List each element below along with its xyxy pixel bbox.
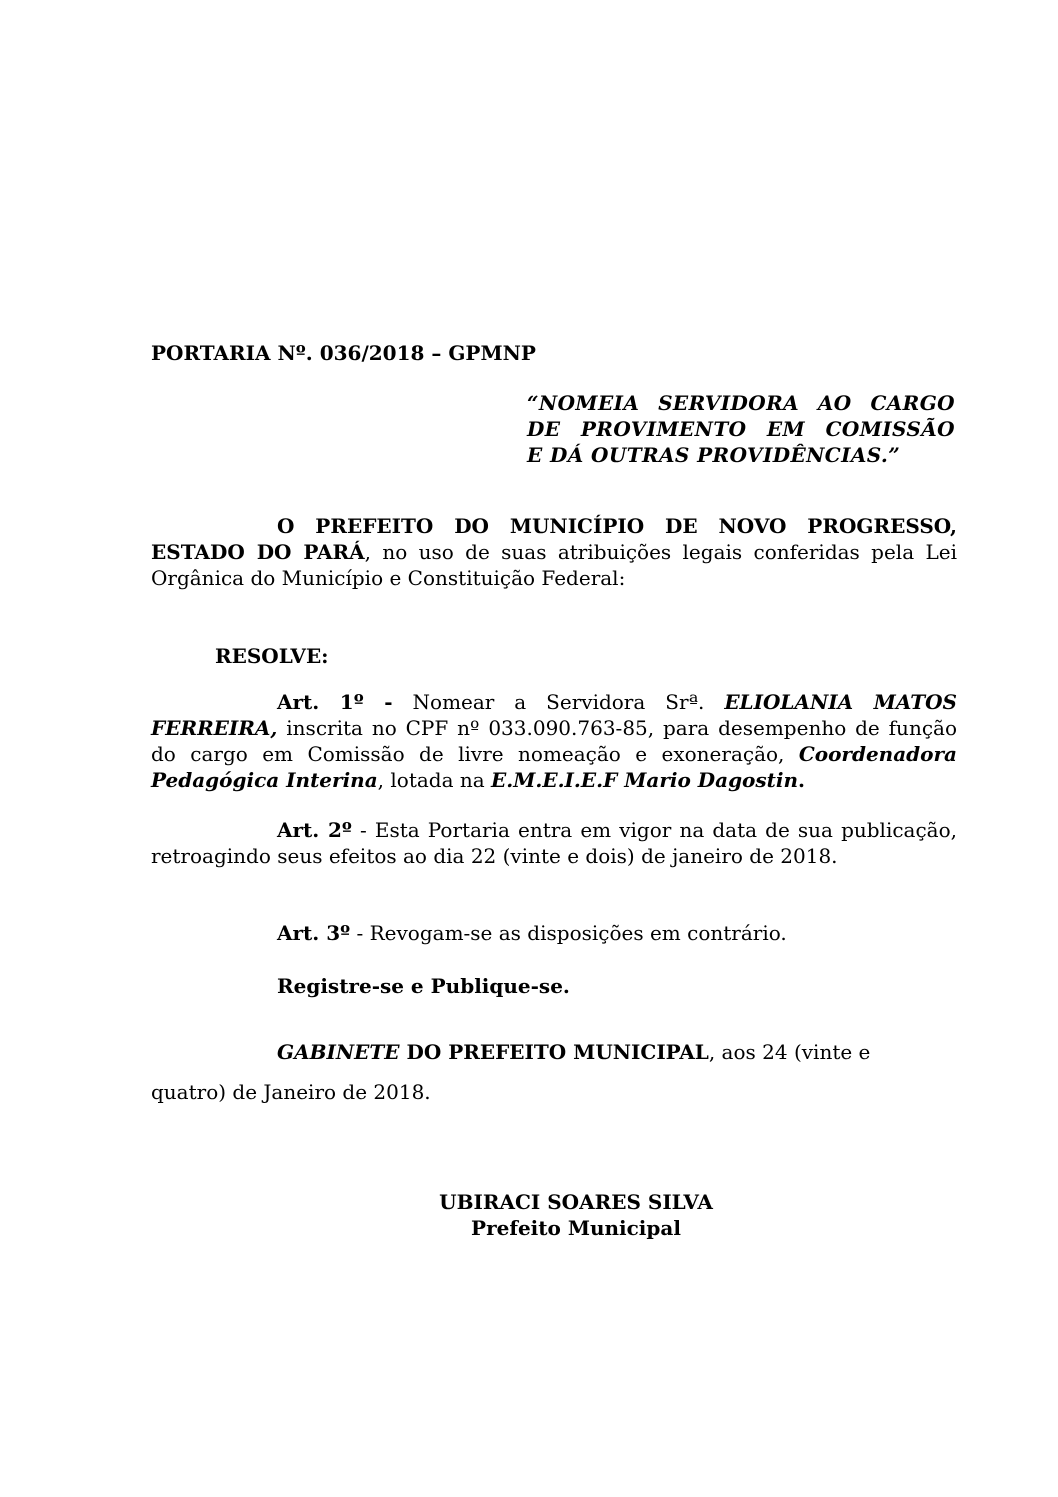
- art3-text: - Revogam-se as disposições em contrário.: [350, 921, 787, 945]
- closing-gabinete: GABINETE: [277, 1040, 400, 1064]
- art1-text-3: , lotada na: [377, 768, 492, 792]
- article-3: [151, 920, 957, 946]
- art2-text: - Esta Portaria entra em vigor na data de sua publicação, retroagindo seus efeitos ao dia 22 (vinte e dois) de janeiro de 2018.: [151, 818, 957, 868]
- art1-text-4: .: [798, 768, 806, 792]
- art3-label: Art. 3º: [277, 921, 351, 945]
- ementa-line-1: “NOMEIA SERVIDORA AO CARGO: [527, 391, 955, 415]
- art1-text-1: Nomear a Servidora Srª.: [392, 690, 725, 714]
- registre-publique: Registre-se e Publique-se.: [277, 974, 570, 998]
- ementa: [527, 390, 955, 468]
- preamble: [151, 513, 957, 591]
- article-2: [151, 817, 957, 869]
- art1-label: Art. 1º -: [277, 690, 393, 714]
- closing-line-2: quatro) de Janeiro de 2018.: [151, 1080, 431, 1104]
- closing-office: DO PREFEITO MUNICIPAL: [399, 1040, 709, 1064]
- signature-block: [336, 1189, 816, 1241]
- resolve-heading: RESOLVE:: [215, 644, 329, 668]
- ementa-line-2: DE PROVIMENTO EM COMISSÃO: [527, 417, 955, 441]
- art1-school: E.M.E.I.E.F Mario Dagostin: [491, 768, 799, 792]
- closing-line-1: [151, 1039, 957, 1065]
- art1-name: ELIOLANIA MATOS FERREIRA,: [151, 690, 957, 740]
- art2-label: Art. 2º: [277, 818, 352, 842]
- art1-role: Coordenadora Pedagógica Interina: [151, 742, 957, 792]
- closing-date-1: , aos 24 (vinte e: [708, 1040, 871, 1064]
- preamble-text: , no uso de suas atribuições legais conferidas pela Lei Orgânica do Município e Constituição Federal:: [151, 540, 957, 590]
- document-title: PORTARIA Nº. 036/2018 – GPMNP: [151, 341, 536, 365]
- signature-role: Prefeito Municipal: [471, 1216, 681, 1240]
- article-1: [151, 689, 957, 793]
- preamble-authority: O PREFEITO DO MUNICÍPIO DE NOVO PROGRESSO, ESTADO DO PARÁ: [151, 514, 957, 564]
- art1-text-2: inscrita no CPF nº 033.090.763-85, para desempenho de função do cargo em Comissão de livre nomeação e exoneração,: [151, 716, 957, 766]
- ementa-line-3: E DÁ OUTRAS PROVIDÊNCIAS.”: [527, 443, 901, 467]
- signature-name: UBIRACI SOARES SILVA: [439, 1190, 713, 1214]
